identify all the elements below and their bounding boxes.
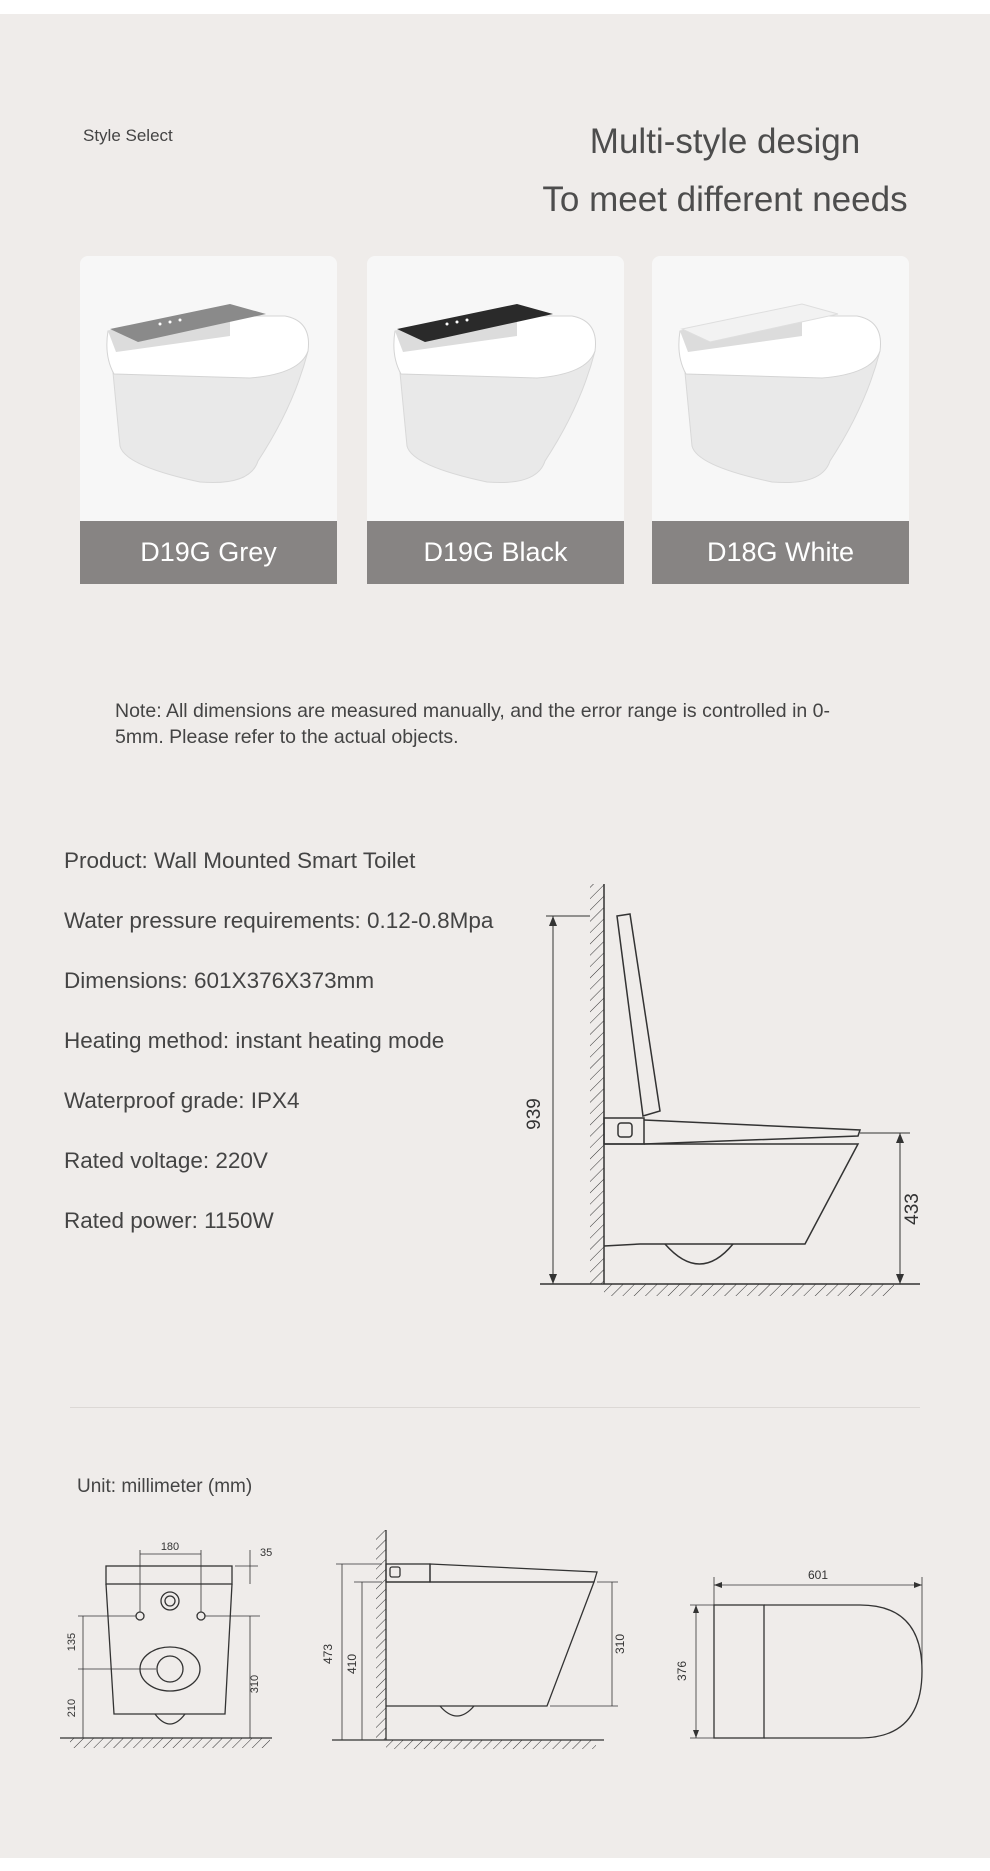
toilet-white-image [652, 256, 909, 521]
product-label: D19G Black [367, 521, 624, 584]
product-card-grey[interactable] [80, 256, 337, 584]
measurement-note: Note: All dimensions are measured manually, and the error range is controlled in 0-5mm. Please refer to the actual objects. [115, 700, 831, 748]
side-view-diagram [500, 864, 930, 1344]
dim-180: 180 [160, 1541, 180, 1553]
dim-601: 601 [807, 1568, 829, 1582]
front-view-diagram [60, 1524, 290, 1754]
spec-heating: Heating method: instant heating mode [64, 1028, 445, 1053]
spec-water-pressure: Water pressure requirements: 0.12-0.8Mpa [64, 908, 494, 933]
spec-list [64, 846, 544, 1266]
dim-939: 939 [524, 1098, 545, 1130]
dim-135: 135 [66, 1632, 78, 1652]
spec-waterproof: Waterproof grade: IPX4 [64, 1088, 300, 1113]
section-divider [70, 1407, 920, 1408]
product-card-black[interactable] [367, 256, 624, 584]
style-select-label: Style Select [83, 126, 173, 145]
toilet-grey-image [80, 256, 337, 521]
toilet-black-image [367, 256, 624, 521]
dim-410: 410 [345, 1653, 359, 1675]
product-label: D19G Grey [80, 521, 337, 584]
product-spec-page [0, 14, 990, 1858]
headline-line-1: Multi-style design [589, 122, 861, 161]
dim-376: 376 [675, 1660, 689, 1682]
dim-35: 35 [260, 1547, 273, 1559]
dim-433: 433 [902, 1193, 923, 1225]
spec-power: Rated power: 1150W [64, 1208, 274, 1233]
dim-310-side: 310 [613, 1633, 627, 1655]
dim-310: 310 [249, 1674, 261, 1694]
top-view-diagram [670, 1549, 940, 1759]
unit-label: Unit: millimeter (mm) [77, 1476, 253, 1497]
dim-473: 473 [321, 1643, 335, 1665]
side-view-small-diagram [321, 1514, 627, 1759]
product-label: D18G White [652, 521, 909, 584]
product-card-white[interactable] [652, 256, 909, 584]
dim-210: 210 [66, 1698, 78, 1718]
headline-line-2: To meet different needs [542, 180, 908, 219]
spec-voltage: Rated voltage: 220V [64, 1148, 268, 1173]
spec-product: Product: Wall Mounted Smart Toilet [64, 848, 416, 873]
spec-dimensions: Dimensions: 601X376X373mm [64, 968, 375, 993]
